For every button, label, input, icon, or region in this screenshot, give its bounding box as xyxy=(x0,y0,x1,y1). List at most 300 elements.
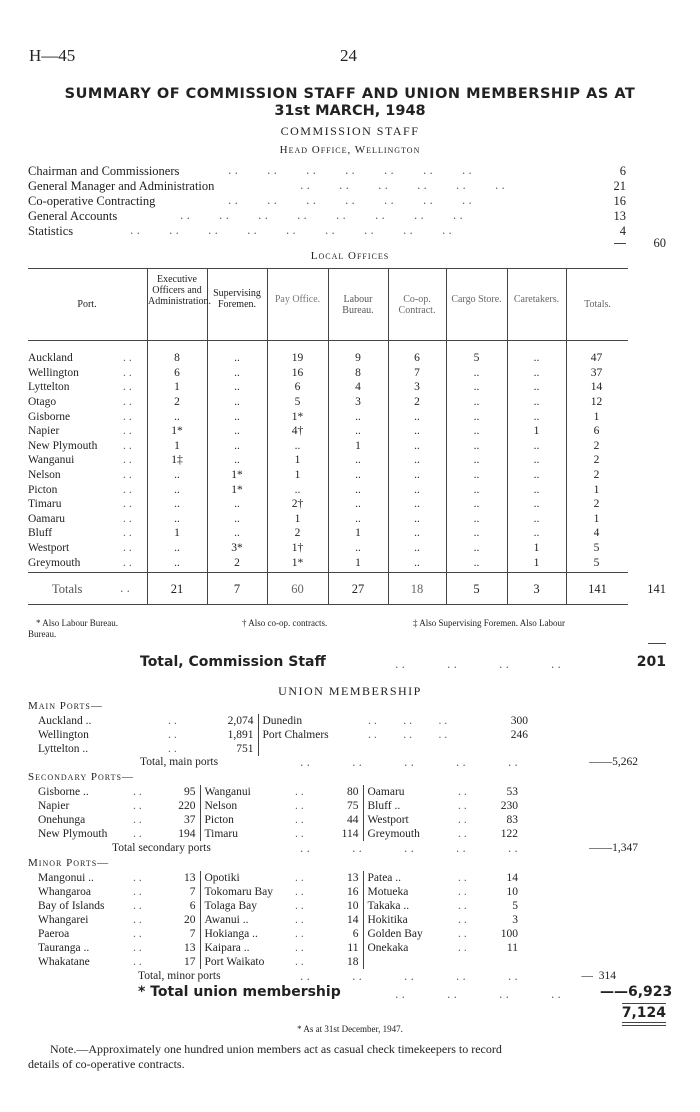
port-name: Lyttelton xyxy=(28,381,70,394)
cell-exec: .. xyxy=(174,469,180,482)
port-value: 95 xyxy=(168,785,200,799)
leader-dots: .. xyxy=(295,942,307,954)
cell-tot: 37 xyxy=(590,366,603,379)
list-item-label: General Accounts xyxy=(28,209,118,223)
port-name: Westport xyxy=(28,542,70,555)
port-value: 114 xyxy=(325,827,363,841)
port-name: Otago xyxy=(28,396,57,409)
port-name: Bluff .. xyxy=(367,800,401,812)
cell-lab: 3 xyxy=(355,396,361,409)
total-coop: 18 xyxy=(410,582,424,596)
column-header-cargo-store: Cargo Store. xyxy=(451,294,502,305)
minor-ports-total: — 314 xyxy=(581,970,616,982)
note-line-2: details of co-operative contracts. xyxy=(28,1057,185,1071)
cell-lab: .. xyxy=(355,469,361,482)
port-name: Hokianga .. xyxy=(204,928,258,940)
minor-ports-heading: Minor Ports— xyxy=(28,857,110,869)
leader-dots: .. xyxy=(123,381,135,394)
minor-ports-total-label: Total, minor ports xyxy=(138,970,221,982)
port-value: 14 xyxy=(506,872,518,884)
port-value: 44 xyxy=(325,813,363,827)
cell-coop: 6 xyxy=(414,352,420,365)
cell-tot: 14 xyxy=(590,381,603,394)
port-value: 75 xyxy=(325,799,363,813)
totals-label: Totals xyxy=(52,582,83,596)
column-header-totals: Totals. xyxy=(584,299,611,310)
cell-lab: .. xyxy=(355,483,361,496)
list-item-value: 16 xyxy=(613,194,626,208)
commission-total-label: Total, Commission Staff xyxy=(140,654,326,670)
port-value: 13 xyxy=(168,941,200,955)
leader-dots: .. xyxy=(133,800,145,812)
cell-lab: .. xyxy=(355,425,361,438)
port-name: New Plymouth xyxy=(38,828,108,840)
port-name: Opotiki xyxy=(204,872,240,884)
total-tot: 141 xyxy=(588,582,607,596)
cell-exec: .. xyxy=(174,410,180,423)
cell-sup: .. xyxy=(234,366,240,379)
cell-tot: 2 xyxy=(593,469,600,482)
table-rule-bottom xyxy=(28,604,628,605)
cell-cargo: .. xyxy=(473,381,480,394)
port-name: Wanganui xyxy=(204,786,251,798)
cell-lab: 4 xyxy=(355,381,361,394)
port-name: Napier xyxy=(28,425,60,438)
footnote-double-dagger-cont: Bureau. xyxy=(28,629,57,639)
cell-lab: 1 xyxy=(355,439,361,452)
port-value: 2,074 xyxy=(198,714,258,728)
port-name: Lyttelton .. xyxy=(38,743,89,755)
cell-pay: 1 xyxy=(294,512,301,525)
column-header-coop-contract: Co-op. Contract. xyxy=(398,294,436,316)
secondary-ports-heading: Secondary Ports— xyxy=(28,771,134,783)
port-value: 14 xyxy=(325,913,363,927)
port-name: Greymouth xyxy=(28,556,81,569)
cell-sup: 1* xyxy=(231,483,243,496)
port-name: Nelson xyxy=(204,800,238,812)
cell-care: 1 xyxy=(533,425,540,438)
footnote-double-dagger: ‡ Also Supervising Foremen. Also Labour xyxy=(413,618,565,628)
table-row xyxy=(38,885,518,899)
grand-total-value: 7,124 xyxy=(621,1005,666,1021)
cell-coop: .. xyxy=(414,483,420,496)
leader-dots: .. xyxy=(168,715,180,727)
leader-dots: .. .. .. .. xyxy=(395,658,564,671)
port-name: Dunedin xyxy=(262,715,303,727)
footnote-star: * Also Labour Bureau. xyxy=(36,618,118,628)
port-name: Oamaru xyxy=(367,786,405,798)
leader-dots: .. xyxy=(458,786,470,798)
table-row xyxy=(28,526,627,541)
cell-cargo: 5 xyxy=(473,352,480,365)
table-row xyxy=(38,813,518,827)
cell-sup: .. xyxy=(234,396,240,409)
cell-cargo: .. xyxy=(473,483,480,496)
port-value: 11 xyxy=(325,941,363,955)
port-value: 194 xyxy=(168,827,200,841)
port-name: Timaru xyxy=(204,828,238,840)
leader-dots: .. .. .. .. .. xyxy=(300,970,521,983)
leader-dots: .. xyxy=(458,900,470,912)
port-name: Kaipara .. xyxy=(204,942,250,954)
leader-dots: .. .. .. .. .. .. .. .. xyxy=(180,209,466,222)
port-name: Bluff xyxy=(28,527,53,540)
rule xyxy=(622,1022,666,1023)
table-row xyxy=(28,541,627,556)
port-name: Hokitika xyxy=(367,914,408,926)
table-row xyxy=(28,468,627,483)
cell-tot: 1 xyxy=(593,410,600,423)
list-item-value: 21 xyxy=(613,179,626,193)
cell-coop: 7 xyxy=(414,366,420,379)
port-value: 230 xyxy=(500,800,518,812)
commission-total-value: 201 xyxy=(636,654,666,670)
local-offices-total: 141 xyxy=(647,582,666,596)
cell-cargo: .. xyxy=(473,556,480,569)
cell-care: .. xyxy=(533,498,540,511)
cell-sup: .. xyxy=(234,381,240,394)
port-value: 13 xyxy=(325,871,363,885)
cell-cargo: .. xyxy=(473,469,480,482)
secondary-ports-total-label: Total secondary ports xyxy=(112,842,211,854)
cell-coop: 2 xyxy=(414,396,420,409)
leader-dots: .. xyxy=(458,928,470,940)
table-row xyxy=(28,512,627,527)
cell-cargo: .. xyxy=(473,527,480,540)
total-exec: 21 xyxy=(170,582,184,596)
leader-dots: .. .. .. .. .. xyxy=(300,756,521,769)
main-ports-table xyxy=(38,714,528,756)
leader-dots: .. xyxy=(123,439,135,452)
leader-dots: .. xyxy=(295,872,307,884)
port-value: 246 xyxy=(510,729,528,741)
port-name: Picton xyxy=(28,483,58,496)
leader-dots: .. xyxy=(123,396,135,409)
port-value: 3 xyxy=(512,914,518,926)
cell-care: .. xyxy=(533,527,540,540)
page-title-date: 31st MARCH, 1948 xyxy=(274,103,426,119)
cell-pay: 5 xyxy=(294,396,301,409)
cell-cargo: .. xyxy=(473,512,480,525)
leader-dots: .. xyxy=(123,556,135,569)
port-value: 16 xyxy=(325,885,363,899)
column-header-caretakers: Caretakers. xyxy=(513,294,560,305)
cell-cargo: .. xyxy=(473,439,480,452)
port-name: Whangaroa xyxy=(38,886,91,898)
leader-dots: .. xyxy=(133,872,145,884)
leader-dots: .. .. .. .. .. .. .. xyxy=(228,194,475,207)
cell-exec: .. xyxy=(174,542,180,555)
cell-pay: 2 xyxy=(294,527,301,540)
cell-tot: 2 xyxy=(593,439,600,452)
cell-tot: 5 xyxy=(593,556,600,569)
leader-dots: .. xyxy=(133,914,145,926)
leader-dots: .. .. .. .. .. .. xyxy=(300,179,508,192)
port-value: 17 xyxy=(168,955,200,969)
cell-tot: 5 xyxy=(593,542,600,555)
table-row xyxy=(38,785,518,799)
port-value xyxy=(488,955,518,969)
cell-sup: .. xyxy=(234,425,240,438)
table-row xyxy=(28,409,627,424)
rule xyxy=(614,243,626,244)
cell-care: .. xyxy=(533,512,540,525)
port-name: Onehunga xyxy=(38,814,86,826)
total-sup: 7 xyxy=(233,582,241,596)
port-name: Wellington xyxy=(28,366,79,379)
leader-dots: .. xyxy=(168,743,180,755)
cell-lab: .. xyxy=(355,498,361,511)
cell-pay: 1* xyxy=(291,556,304,569)
table-row xyxy=(38,927,518,941)
table-row xyxy=(28,424,627,439)
cell-exec: 1‡ xyxy=(171,454,183,467)
cell-tot: 1 xyxy=(593,483,600,496)
port-name: New Plymouth xyxy=(28,439,98,452)
cell-exec: 1 xyxy=(174,439,180,452)
leader-dots: .. xyxy=(123,454,135,467)
port-name: Motueka xyxy=(367,886,409,898)
column-header-executive: Executive Officers and Administration. xyxy=(148,274,212,307)
union-total-label: * Total union membership xyxy=(138,984,341,1000)
total-lab: 27 xyxy=(351,582,365,596)
cell-care: .. xyxy=(533,454,540,467)
leader-dots: .. .. .. .. .. .. .. xyxy=(228,164,475,177)
port-value: 220 xyxy=(168,799,200,813)
port-name: Auckland xyxy=(28,352,73,365)
total-care: 3 xyxy=(533,582,540,596)
port-name: Port Chalmers xyxy=(262,729,329,741)
table-row xyxy=(28,380,627,395)
cell-lab: 1 xyxy=(355,556,361,569)
list-item-value: 4 xyxy=(619,224,626,238)
port-value: 100 xyxy=(500,928,518,940)
leader-dots: .. xyxy=(168,729,180,741)
port-name: Golden Bay xyxy=(367,928,423,940)
cell-cargo: .. xyxy=(473,425,480,438)
port-value: 80 xyxy=(325,785,363,799)
cell-care: .. xyxy=(533,469,540,482)
port-name: Gisborne .. xyxy=(38,786,89,798)
cell-lab: 1 xyxy=(355,527,361,540)
cell-pay: 4† xyxy=(291,425,304,438)
port-value: 18 xyxy=(325,955,363,969)
local-offices-rows xyxy=(28,351,627,570)
head-office-total: 60 xyxy=(653,236,666,250)
leader-dots: .. xyxy=(133,956,145,968)
head-office-heading: Head Office, Wellington xyxy=(279,144,421,156)
cell-tot: 4 xyxy=(593,527,600,540)
cell-sup: .. xyxy=(234,439,240,452)
cell-coop: .. xyxy=(414,542,420,555)
leader-dots: .. xyxy=(458,828,470,840)
port-name: Wellington xyxy=(38,729,89,741)
cell-coop: .. xyxy=(414,512,420,525)
port-value: 20 xyxy=(168,913,200,927)
port-name: Tauranga .. xyxy=(38,942,90,954)
leader-dots: .. xyxy=(133,828,145,840)
page-title: SUMMARY OF COMMISSION STAFF AND UNION MEMBERSHIP AS AT xyxy=(64,86,636,102)
port-name: Bay of Islands xyxy=(38,900,105,912)
cell-sup: 1* xyxy=(231,469,243,482)
leader-dots: .. xyxy=(123,542,135,555)
port-value: 1,891 xyxy=(198,728,258,742)
cell-tot: 2 xyxy=(593,454,600,467)
cell-pay: 1* xyxy=(291,410,304,423)
union-total-value: ——6,923 xyxy=(600,984,673,1000)
port-name: Mangonui .. xyxy=(38,872,94,884)
total-pay: 60 xyxy=(291,582,304,596)
cell-care: .. xyxy=(533,439,540,452)
leader-dots: .. xyxy=(123,410,135,423)
cell-care: 1 xyxy=(533,556,540,569)
cell-tot: 12 xyxy=(590,396,603,409)
leader-dots: .. xyxy=(133,928,145,940)
leader-dots: .. xyxy=(123,527,135,540)
port-name: Whangarei xyxy=(38,914,89,926)
port-value: 7 xyxy=(168,927,200,941)
port-value: 6 xyxy=(325,927,363,941)
cell-pay: 2† xyxy=(291,498,304,511)
table-row xyxy=(28,366,627,381)
port-name: Port Waikato xyxy=(204,956,265,968)
port-value: 10 xyxy=(506,886,518,898)
cell-exec: .. xyxy=(174,483,180,496)
leader-dots: .. xyxy=(458,942,470,954)
leader-dots: .. xyxy=(123,483,135,496)
port-name: Timaru xyxy=(28,498,62,511)
port-name: Awanui .. xyxy=(204,914,249,926)
port-name: Tolaga Bay xyxy=(204,900,258,912)
cell-cargo: .. xyxy=(473,542,480,555)
local-offices-heading: Local Offices xyxy=(310,250,390,262)
leader-dots: .. xyxy=(295,886,307,898)
cell-tot: 47 xyxy=(590,352,603,365)
port-value: 37 xyxy=(168,813,200,827)
cell-cargo: .. xyxy=(473,366,480,379)
cell-pay: .. xyxy=(294,439,301,452)
port-value: 53 xyxy=(506,786,518,798)
union-footnote: * As at 31st December, 1947. xyxy=(297,1024,403,1034)
cell-care: .. xyxy=(533,483,540,496)
column-header-pay-office: Pay Office. xyxy=(274,294,321,305)
leader-dots: .. xyxy=(458,872,470,884)
table-row xyxy=(38,742,528,756)
secondary-ports-table xyxy=(38,785,518,841)
leader-dots: .. .. .. .. .. .. .. .. .. xyxy=(130,224,455,237)
cell-coop: .. xyxy=(414,527,420,540)
cell-coop: .. xyxy=(414,439,420,452)
port-name: Gisborne xyxy=(28,410,71,423)
port-name: Takaka .. xyxy=(367,900,410,912)
port-name: Wanganui xyxy=(28,454,75,467)
leader-dots: .. xyxy=(295,928,307,940)
leader-dots: .. .. .. .. xyxy=(395,988,564,1001)
leader-dots: .. xyxy=(295,814,307,826)
port-name: Onekaka xyxy=(367,942,409,954)
table-row xyxy=(38,871,518,885)
cell-cargo: .. xyxy=(473,410,480,423)
cell-care: .. xyxy=(533,366,540,379)
cell-care: .. xyxy=(533,396,540,409)
port-name: Greymouth xyxy=(367,828,420,840)
table-row xyxy=(28,395,627,410)
cell-cargo: .. xyxy=(473,454,480,467)
list-item-label: Chairman and Commissioners xyxy=(28,164,180,178)
port-value: 7 xyxy=(168,885,200,899)
cell-tot: 6 xyxy=(593,425,600,438)
cell-cargo: .. xyxy=(473,396,480,409)
port-name: Westport xyxy=(367,814,409,826)
cell-exec: 8 xyxy=(174,352,180,365)
cell-sup: .. xyxy=(234,352,240,365)
port-value: 122 xyxy=(500,828,518,840)
column-header-port: Port. xyxy=(77,299,97,310)
list-item-value: 6 xyxy=(619,164,626,178)
cell-care: .. xyxy=(533,410,540,423)
port-value: 300 xyxy=(510,715,528,727)
cell-coop: .. xyxy=(414,498,420,511)
leader-dots: .. xyxy=(120,582,133,595)
cell-sup: .. xyxy=(234,527,240,540)
cell-coop: 3 xyxy=(414,381,420,394)
table-row xyxy=(28,439,627,454)
port-value: 751 xyxy=(198,742,258,756)
leader-dots: .. xyxy=(123,425,135,438)
table-row xyxy=(28,482,627,497)
cell-cargo: .. xyxy=(473,498,480,511)
port-name: Nelson xyxy=(28,469,61,482)
leader-dots: .. xyxy=(295,956,307,968)
table-row xyxy=(38,941,518,955)
port-value: 13 xyxy=(168,871,200,885)
leader-dots xyxy=(458,955,488,969)
list-item-label: General Manager and Administration xyxy=(28,179,215,193)
leader-dots: .. .. .. .. .. xyxy=(300,842,521,855)
cell-lab: 9 xyxy=(355,352,361,365)
cell-sup: .. xyxy=(234,512,240,525)
table-row xyxy=(38,913,518,927)
cell-sup: 3* xyxy=(231,542,243,555)
cell-sup: 2 xyxy=(234,556,240,569)
cell-exec: 2 xyxy=(174,396,180,409)
leader-dots: .. xyxy=(133,900,145,912)
cell-sup: .. xyxy=(234,498,240,511)
cell-lab: 8 xyxy=(355,366,361,379)
table-row xyxy=(38,799,518,813)
cell-exec: 1 xyxy=(174,527,180,540)
cell-tot: 1 xyxy=(593,512,600,525)
table-row xyxy=(38,827,518,841)
main-ports-total-label: Total, main ports xyxy=(140,756,219,768)
cell-coop: .. xyxy=(414,454,420,467)
cell-lab: .. xyxy=(355,454,361,467)
leader-dots: .. xyxy=(458,886,470,898)
note-line-1: Note.—Approximately one hundred union members act as casual check timekeepers to record xyxy=(50,1042,502,1056)
table-row xyxy=(28,555,627,570)
footnote-dagger: † Also co-op. contracts. xyxy=(242,618,328,628)
port-value: 10 xyxy=(325,899,363,913)
table-row xyxy=(28,351,627,366)
cell-care: .. xyxy=(533,352,540,365)
cell-exec: .. xyxy=(174,512,180,525)
leader-dots: .. xyxy=(295,914,307,926)
cell-care: 1 xyxy=(533,542,540,555)
port-name: Picton xyxy=(204,814,234,826)
cell-pay: 6 xyxy=(294,381,301,394)
leader-dots: .. xyxy=(123,366,135,379)
leader-dots: .. xyxy=(458,800,470,812)
